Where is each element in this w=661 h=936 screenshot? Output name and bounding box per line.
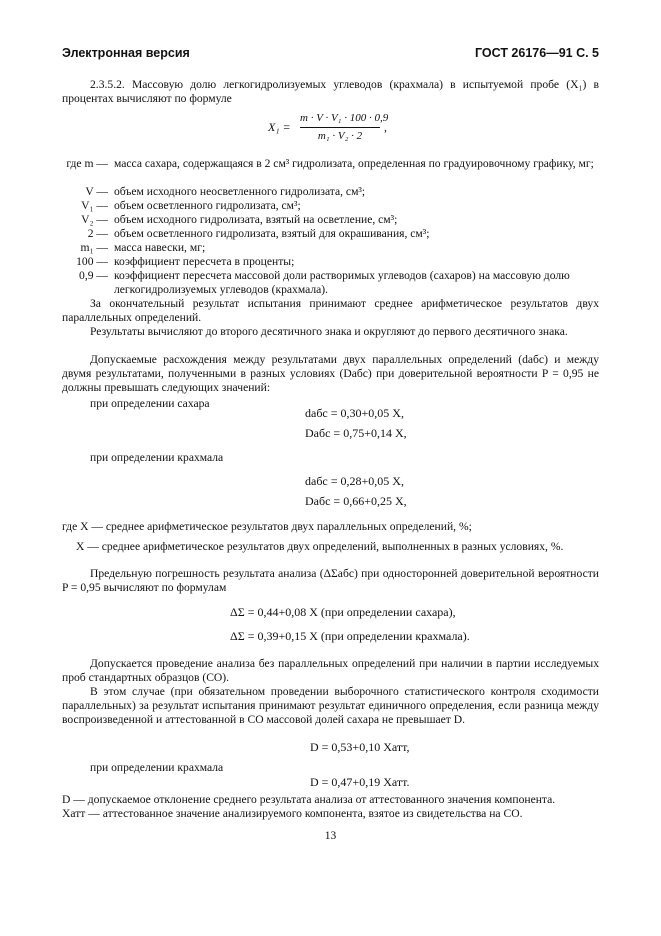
formula-denominator: m₁ · V₂ · 2 — [317, 130, 363, 142]
formula-numerator: m · V · V₁ · 100 · 0,9 — [300, 112, 389, 124]
paragraph-final-result: За окончательный результат испытания принимают среднее арифметическое результатов двух параллельных определений. — [62, 297, 599, 324]
legend-text: коэффициент пересчета массовой доли растворимых углеводов (сахаров) на массовую долю легкогидролизуемых углеводов (крахмала). — [114, 269, 570, 296]
legend-text: масса сахара, содержащаяся в 2 см³ гидролизата, определенная по градуировочному графику, мг; — [114, 157, 594, 170]
definition-D: D — допускаемое отклонение среднего результата анализа от аттестованного значения компонента. — [62, 793, 556, 806]
legend-symbol: где m — — [66, 157, 108, 170]
paragraph-tolerance: Допускаемые расхождения между результатами двух параллельных определений (dабс) и между двумя результатами, полученными в разных условиях (Dабс) при доверительной вероятности P = 0,95 не должны превышать следующих значений: — [62, 353, 599, 394]
where-x-mean: где X — среднее арифметическое результатов двух параллельных определений, %; — [62, 520, 472, 533]
formula-error-starch: ΔΣ = 0,39+0,15 X (при определении крахмала). — [230, 629, 470, 643]
paragraph-allowed: Допускается проведение анализа без параллельных определений при наличии в партии исследуемых проб стандартных образцов (СО). — [62, 657, 599, 684]
formula-sugar-D: Dабс = 0,75+0,14 X, — [305, 426, 407, 440]
formula-sugar-d: dабс = 0,30+0,05 X, — [305, 406, 404, 420]
legend-text: коэффициент пересчета в проценты; — [114, 255, 295, 268]
paragraph-intro: 2.3.5.2. Массовую долю легкогидролизуемых углеводов (крахмала) в испытуемой пробе (X₁) в процентах вычисляют по формуле — [62, 78, 599, 105]
formula-error-sugar: ΔΣ = 0,44+0,08 X (при определении сахара), — [230, 605, 456, 619]
label-starch: при определении крахмала — [90, 451, 224, 464]
fraction-bar — [300, 127, 380, 128]
header-left: Электронная версия — [62, 46, 190, 60]
formula-tail: , — [384, 120, 387, 134]
label-starch-2: при определении крахмала — [90, 761, 224, 774]
legend-symbol: m₁ — — [80, 241, 108, 254]
legend-text: объем осветленного гидролизата, см³; — [114, 199, 301, 212]
where-x-double-mean: X — среднее арифметическое результатов двух определений, выполненных в разных условиях, %. — [76, 540, 564, 553]
page-number: 13 — [324, 830, 337, 842]
legend-symbol: 0,9 — — [79, 269, 108, 282]
formula-d-sugar: D = 0,53+0,10 Xатт, — [310, 740, 410, 754]
paragraph-error: Предельную погрешность результата анализа (ΔΣабс) при односторонней доверительной вероятности P = 0,95 вычисляют по формулам — [62, 567, 599, 594]
formula-starch-d: dабс = 0,28+0,05 X, — [305, 474, 404, 488]
legend-symbol: 2 — — [87, 227, 108, 240]
formula-d-starch: D = 0,47+0,19 Xатт. — [310, 775, 410, 789]
label-sugar: при определении сахара — [90, 397, 210, 410]
legend-text: масса навески, мг; — [114, 241, 206, 254]
header-right: ГОСТ 26176—91 С. 5 — [474, 46, 599, 60]
legend-symbol: V₁ — — [81, 199, 108, 212]
formula-lhs: X₁ = — [268, 120, 291, 134]
formula-starch-D: Dабс = 0,66+0,25 X, — [305, 494, 407, 508]
paragraph-rounding: Результаты вычисляют до второго десятичного знака и округляют до первого десятичного знака. — [90, 325, 568, 338]
legend-symbol: V₂ — — [81, 213, 108, 226]
legend-text: объем исходного гидролизата, взятый на осветление, см³; — [114, 213, 398, 226]
paragraph-case: В этом случае (при обязательном проведении выборочного статистического контроля сходимости параллельных) за результат испытания принимают результат единичного определения, если разница между воспроизведенной и аттестованной в СО массовой долей сахара не превышает D. — [62, 685, 599, 726]
legend-symbol: V — — [85, 185, 108, 198]
legend-symbol: 100 — — [76, 255, 108, 268]
legend-text: объем исходного неосветленного гидролизата, см³; — [114, 185, 366, 198]
definition-X-att: Xатт — аттестованное значение анализируемого компонента, взятое из свидетельства на СО. — [62, 807, 523, 820]
legend-text: объем осветленного гидролизата, взятый для окрашивания, см³; — [114, 227, 430, 240]
